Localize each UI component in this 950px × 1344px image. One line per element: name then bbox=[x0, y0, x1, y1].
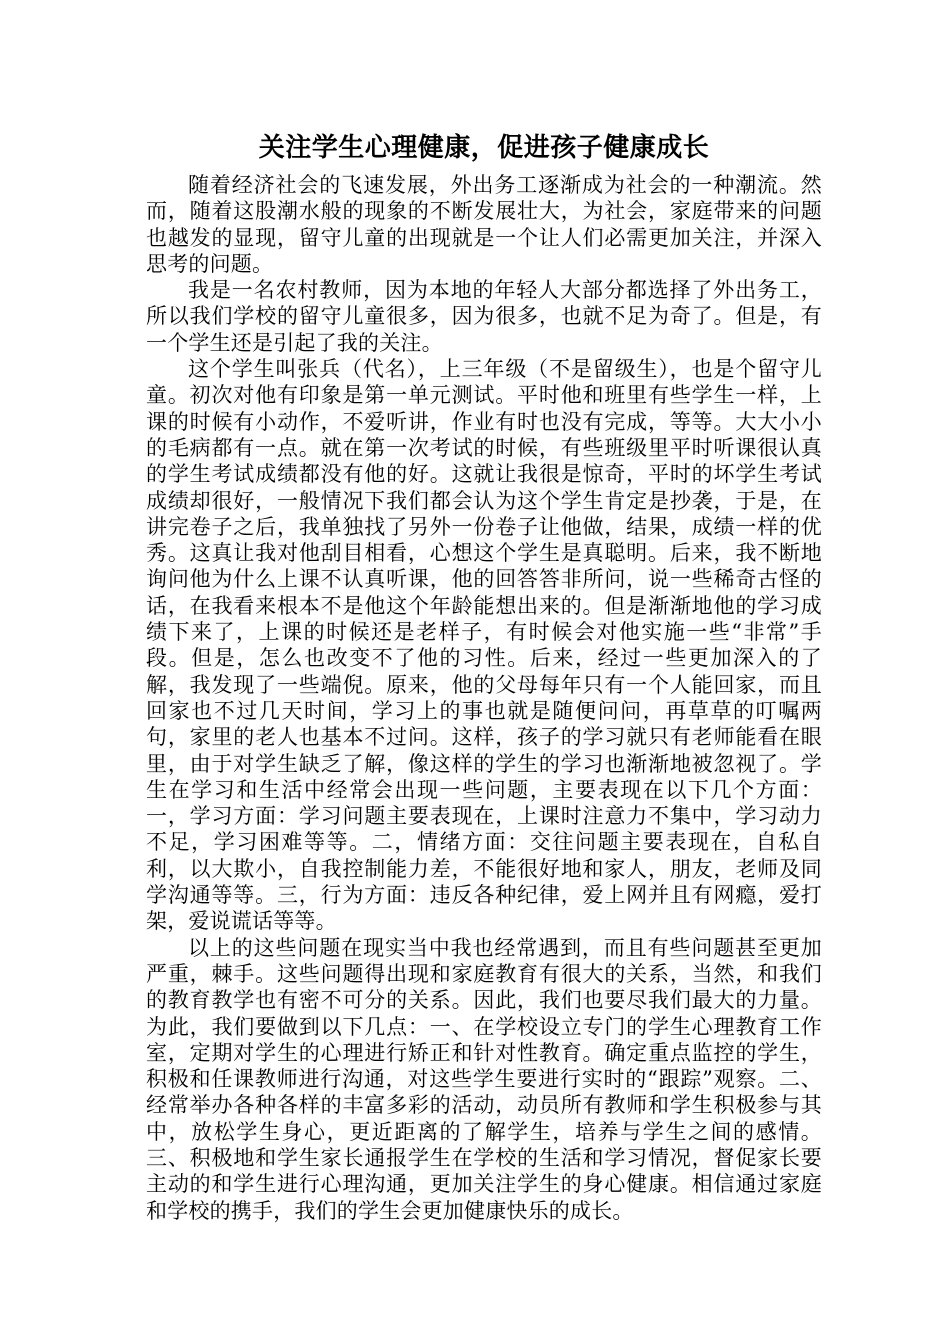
paragraph-intro: 随着经济社会的飞速发展，外出务工逐渐成为社会的一种潮流。然而，随着这股潮水般的现象的不断发展壮大，为社会，家庭带来的问题也越发的显现，留守儿童的出现就是一个让人们必需更加关注，并深入思考的问题。 bbox=[146, 173, 822, 276]
paragraph-student-case: 这个学生叫张兵（代名），上三年级（不是留级生），也是个留守儿童。初次对他有印象是第一单元测试。平时他和班里有些学生一样，上课的时候有小动作，不爱听讲，作业有时也没有完成，等等。大大小小的毛病都有一点。就在第一次考试的时候，有些班级里平时听课很认真的学生考试成绩都没有他的好。这就让我很是惊奇，平时的坏学生考试成绩却很好，一般情况下我们都会认为这个学生肯定是抄袭，于是，在讲完卷子之后，我单独找了另外一份卷子让他做，结果，成绩一样的优秀。这真让我对他刮目相看，心想这个学生是真聪明。后来，我不断地询问他为什么上课不认真听课，他的回答答非所问，说一些稀奇古怪的话，在我看来根本不是他这个年龄能想出来的。但是渐渐地他的学习成绩下来了，上课的时候还是老样子，有时候会对他实施一些“非常”手段。但是，怎么也改变不了他的习性。后来，经过一些更加深入的了解，我发现了一些端倪。原来，他的父母每年只有一个人能回家，而且回家也不过几天时间，学习上的事也就是随便问问，再草草的叮嘱两句，家里的老人也基本不过问。这样，孩子的学习就只有老师能看在眼里，由于对学生缺乏了解，像这样的学生的学习也渐渐地被忽视了。学生在学习和生活中经常会出现一些问题，主要表现在以下几个方面：一，学习方面：学习问题主要表现在，上课时注意力不集中，学习动力不足，学习困难等等。二，情绪方面：交往问题主要表现在，自私自利，以大欺小，自我控制能力差，不能很好地和家人，朋友，老师及同学沟通等等。三，行为方面：违反各种纪律，爱上网并且有网瘾，爱打架，爱说谎话等等。 bbox=[146, 357, 822, 934]
document-title: 关注学生心理健康，促进孩子健康成长 bbox=[258, 133, 710, 163]
document-page bbox=[146, 128, 822, 1224]
paragraph-measures: 以上的这些问题在现实当中我也经常遇到，而且有些问题甚至更加严重，棘手。这些问题得出现和家庭教育有很大的关系，当然，和我们的教育教学也有密不可分的关系。因此，我们也要尽我们最大的力量。为此，我们要做到以下几点：一、在学校设立专门的学生心理教育工作室，定期对学生的心理进行矫正和针对性教育。确定重点监控的学生，积极和任课教师进行沟通，对这些学生要进行实时的“跟踪”观察。二、经常举办各种各样的丰富多彩的活动，动员所有教师和学生积极参与其中，放松学生身心，更近距离的了解学生，培养与学生之间的感情。三、积极地和学生家长通报学生在学校的生活和学习情况，督促家长要主动的和学生进行心理沟通，更加关注学生的身心健康。相信通过家庭和学校的携手，我们的学生会更加健康快乐的成长。 bbox=[146, 935, 822, 1223]
paragraph-teacher: 我是一名农村教师，因为本地的年轻人大部分都选择了外出务工，所以我们学校的留守儿童很多，因为很多，也就不足为奇了。但是，有一个学生还是引起了我的关注。 bbox=[146, 278, 822, 355]
